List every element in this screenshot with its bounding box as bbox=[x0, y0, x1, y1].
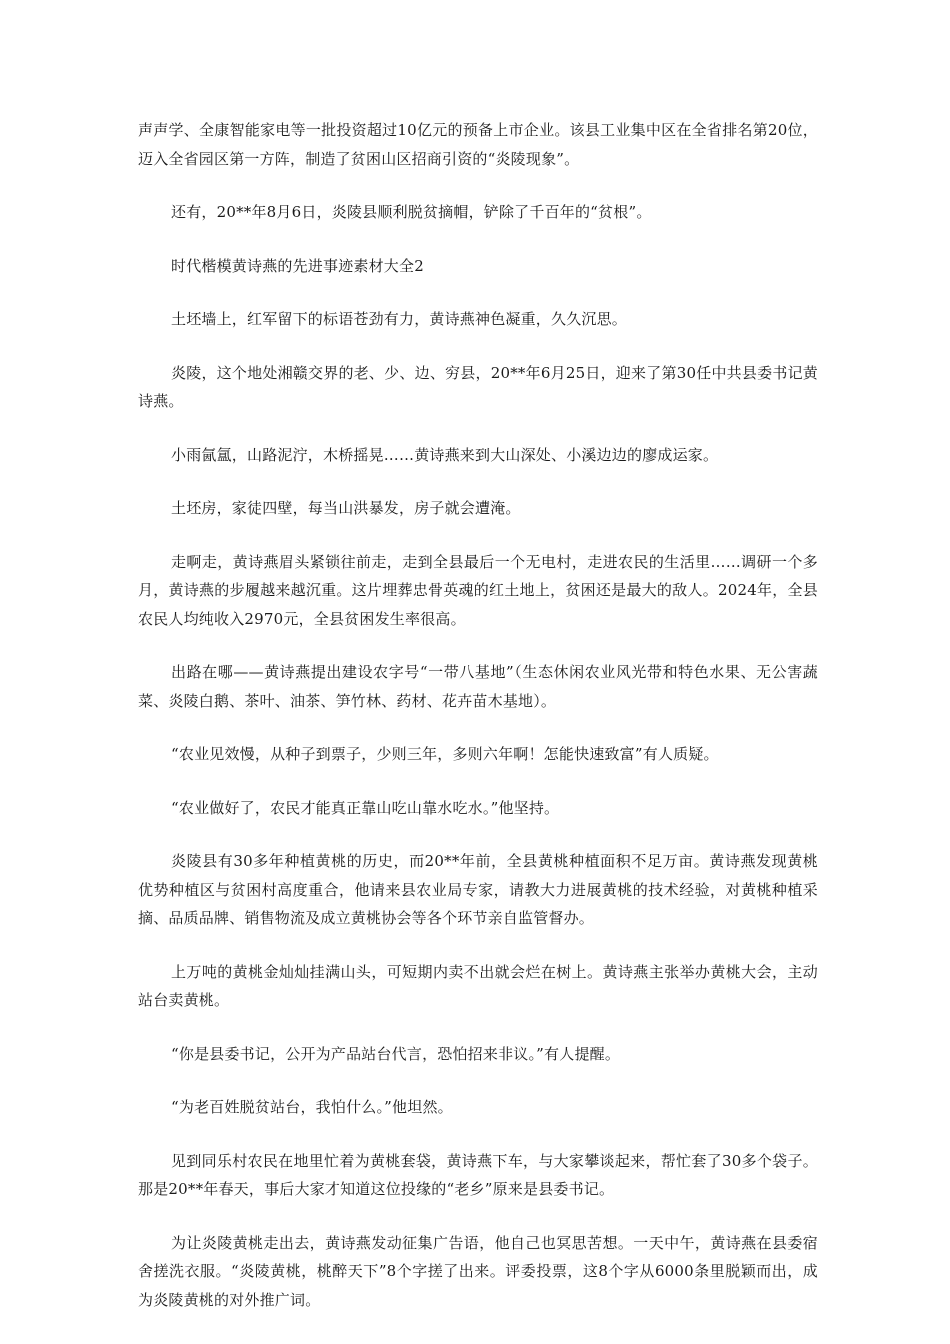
section-heading: 时代楷模黄诗燕的先进事迹素材大全2 bbox=[171, 256, 424, 275]
paragraph: 小雨氤氲，山路泥泞，木桥摇晃……黄诗燕来到大山深处、小溪边边的廖成运家。 bbox=[171, 445, 719, 464]
paragraph: 为让炎陵黄桃走出去，黄诗燕发动征集广告语，他自己也冥思苦想。一天中午，黄诗燕在县委宿舍搓洗衣服。“炎陵黄桃，桃醉天下”8个字搓了出来。评委投票，这8个字从6000条里脱颖而出，成为炎陵黄桃的对外推广词。 bbox=[138, 1233, 818, 1309]
paragraph: 还有，20**年8月6日，炎陵县顺利脱贫摘帽，铲除了千百年的“贫根”。 bbox=[171, 203, 652, 221]
paragraph: “农业做好了，农民才能真正靠山吃山靠水吃水。”他坚持。 bbox=[171, 798, 560, 817]
paragraph: 见到同乐村农民在地里忙着为黄桃套袋，黄诗燕下车，与大家攀谈起来，帮忙套了30多个袋子。那是20**年春天，事后大家才知道这位投缘的“老乡”原来是县委书记。 bbox=[138, 1151, 818, 1198]
paragraph: 炎陵，这个地处湘赣交界的老、少、边、穷县，20**年6月25日，迎来了第30任中共县委书记黄诗燕。 bbox=[138, 363, 818, 410]
paragraph: 走啊走，黄诗燕眉头紧锁往前走，走到全县最后一个无电村，走进农民的生活里……调研一个多月，黄诗燕的步履越来越沉重。这片埋葬忠骨英魂的红土地上，贫困还是最大的敌人。2024年，全县农民人均纯收入2970元，全县贫困发生率很高。 bbox=[138, 552, 818, 628]
paragraph: 土坯房，家徒四壁，每当山洪暴发，房子就会遭淹。 bbox=[171, 499, 521, 517]
paragraph: “为老百姓脱贫站台，我怕什么。”他坦然。 bbox=[171, 1098, 453, 1116]
paragraph: 声声学、全康智能家电等一批投资超过10亿元的预备上市企业。该县工业集中区在全省排名第20位，迈入全省园区第一方阵，制造了贫困山区招商引资的“炎陵现象”。 bbox=[138, 121, 818, 168]
paragraph: 炎陵县有30多年种植黄桃的历史，而20**年前，全县黄桃种植面积不足万亩。黄诗燕发现黄桃优势种植区与贫困村高度重合，他请来县农业局专家，请教大力进展黄桃的技术经验，对黄桃种植采摘、品质品牌、销售物流及成立黄桃协会等各个环节亲自监管督办。 bbox=[138, 852, 818, 927]
document-page bbox=[138, 116, 818, 1339]
paragraph: “农业见效慢，从种子到票子，少则三年，多则六年啊！怎能快速致富”有人质疑。 bbox=[171, 745, 719, 763]
paragraph: “你是县委书记，公开为产品站台代言，恐怕招来非议。”有人提醒。 bbox=[171, 1044, 621, 1063]
paragraph: 土坯墙上，红军留下的标语苍劲有力，黄诗燕神色凝重，久久沉思。 bbox=[171, 310, 628, 328]
paragraph: 上万吨的黄桃金灿灿挂满山头，可短期内卖不出就会烂在树上。黄诗燕主张举办黄桃大会，主动站台卖黄桃。 bbox=[138, 962, 818, 1009]
paragraph: 出路在哪——黄诗燕提出建设农字号“一带八基地”（生态休闲农业风光带和特色水果、无公害蔬菜、炎陵白鹅、茶叶、油茶、笋竹林、药材、花卉苗木基地）。 bbox=[138, 663, 818, 710]
